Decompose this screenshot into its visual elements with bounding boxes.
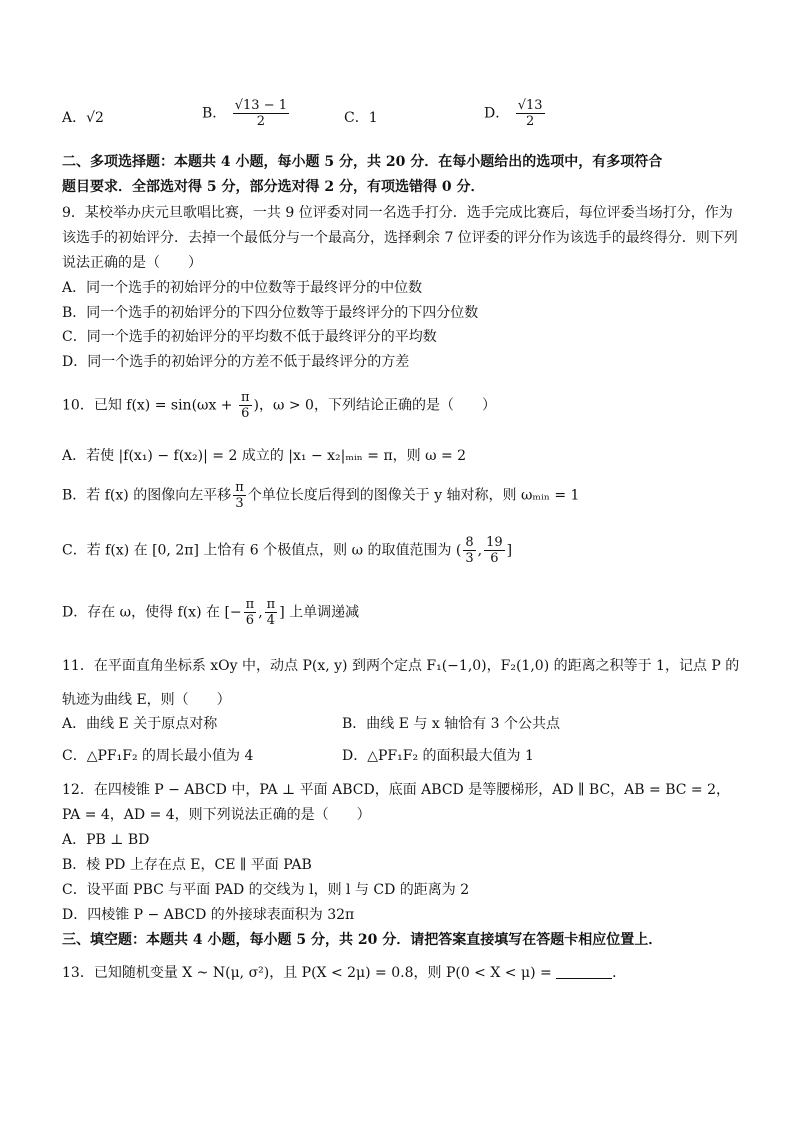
q8-option-b-denominator: 2 [256, 114, 266, 129]
q10-option-c-fraction-1 [463, 535, 475, 566]
q10-option-d-f1-num: π [245, 597, 255, 612]
q10-stem-frac-den: 6 [241, 406, 250, 421]
q10-stem-fraction [239, 390, 252, 421]
section2-heading-line2: 题目要求．全部选对得 5 分，部分选对得 2 分，有项选错得 0 分． [62, 179, 485, 195]
q10-option-a: A．若使 |f(x₁) − f(x₂)| = 2 成立的 |x₁ − x₂|ₘᵢₙ = π，则 ω = 2 [62, 448, 467, 464]
q9-stem-line3: 说法正确的是（ ） [62, 255, 202, 271]
q10-stem-frac-num: π [240, 390, 250, 405]
q10-option-d-fraction-1 [244, 597, 257, 628]
q13-stem-pre: 13．已知随机变量 X ~ N(μ, σ²)，且 P(X < 2μ) = 0.8，则 P(0 < X < μ) = [62, 965, 552, 981]
q12-stem-line1: 12．在四棱锥 P − ABCD 中，PA ⊥ 平面 ABCD，底面 ABCD 是等腰梯形，AD ∥ BC，AB = BC = 2， [62, 782, 730, 798]
q11-stem-line1: 11．在平面直角坐标系 xOy 中，动点 P(x, y) 到两个定点 F₁(−1,0)，F₂(1,0) 的距离之积等于 1，记点 P 的 [62, 658, 740, 674]
section3-heading: 三、填空题：本题共 4 小题，每小题 5 分，共 20 分．请把答案直接填写在答题卡相应位置上． [62, 932, 663, 948]
q8-option-d-fraction [516, 98, 545, 129]
q10-option-c-f2-num: 19 [486, 535, 503, 550]
q10-option-c-pre: C．若 f(x) 在 [0, 2π] 上恰有 6 个极值点，则 ω 的取值范围为 ( [62, 542, 462, 559]
q10-option-d-f2-num: π [266, 597, 276, 612]
q12-option-d: D．四棱锥 P − ABCD 的外接球表面积为 32π [62, 907, 355, 923]
q12-option-b: B．棱 PD 上存在点 E，CE ∥ 平面 PAB [62, 857, 312, 873]
q12-option-a: A．PB ⊥ BD [62, 832, 150, 848]
q10-option-c-fraction-2 [484, 535, 505, 566]
q10-option-b-post: 个单位长度后得到的图像关于 y 轴对称，则 ωₘᵢₙ = 1 [247, 487, 580, 504]
q10-option-d: D．存在 ω，使得 f(x) 在 [− $\frac{\pi}{6}$ , $\frac{\pi}{4}$ ] 上单调递减 [62, 597, 360, 628]
q9-stem-line2: 该选手的初始评分．去掉一个最低分与一个最高分，选择剩余 7 位评委的评分作为该选手的最终得分．则下列 [62, 230, 738, 246]
q9-option-d: D．同一个选手的初始评分的方差不低于最终评分的方差 [62, 354, 410, 370]
q10-option-c: C．若 f(x) 在 [0, 2π] 上恰有 6 个极值点，则 ω 的取值范围为 ( $\frac{8}{3}$ , $\frac{19}{6}$ ] [62, 535, 513, 566]
q8-option-b-label: B． [202, 105, 227, 122]
q13-answer-blank[interactable] [556, 964, 612, 979]
q8-option-d-numerator: √13 [517, 98, 543, 113]
q12-option-c: C．设平面 PBC 与平面 PAD 的交线为 l，则 l 与 CD 的距离为 2 [62, 882, 470, 898]
q10-option-c-post: ] [506, 542, 513, 559]
q8-option-d-denominator: 2 [525, 114, 535, 129]
q8-option-c-text: C．1 [344, 110, 378, 126]
q13-stem-post: ． [612, 965, 627, 981]
q8-option-c [344, 108, 378, 128]
q9-option-c: C．同一个选手的初始评分的平均数不低于最终评分的平均数 [62, 329, 437, 345]
q8-option-d [484, 98, 547, 129]
q8-option-b-fraction [233, 98, 289, 129]
q9-stem-line1: 9．某校举办庆元旦歌唱比赛，一共 9 位评委对同一名选手打分．选手完成比赛后，每位评委当场打分，作为 [62, 205, 733, 221]
q8-option-b [202, 98, 291, 129]
q8-option-d-label: D． [484, 105, 510, 122]
q10-option-b-fraction [233, 480, 246, 511]
q8-option-b-numerator: √13 − 1 [234, 98, 288, 113]
q13-stem [62, 963, 626, 983]
q10-option-d-post: ] 上单调递减 [279, 604, 360, 621]
q12-stem-line2: PA = 4，AD = 4，则下列说法正确的是（ ） [62, 807, 371, 823]
q10-option-b [62, 480, 579, 511]
q9-option-a: A．同一个选手的初始评分的中位数等于最终评分的中位数 [62, 280, 423, 296]
q10-option-c-f2-den: 6 [490, 551, 499, 566]
q11-option-c: C．△PF₁F₂ 的周长最小值为 4 [62, 748, 254, 764]
q8-option-a-text: A．√2 [62, 110, 104, 126]
q10-option-d-f2-den: 4 [266, 613, 276, 628]
q10-stem [62, 390, 496, 421]
q10-option-b-pre: B．若 f(x) 的图像向左平移 [62, 487, 232, 504]
q10-stem-pre: 10．已知 f(x) = sin(ωx + [62, 397, 237, 414]
q10-option-d-fraction-2 [265, 597, 278, 628]
q10-option-c-f1-num: 8 [465, 535, 474, 550]
q8-option-a [62, 108, 104, 128]
q10-stem-post: )，ω > 0，下列结论正确的是（ ） [253, 397, 496, 414]
section2-heading-line1: 二、多项选择题：本题共 4 小题，每小题 5 分，共 20 分．在每小题给出的选项中，有多项符合 [62, 154, 663, 170]
q11-option-a: A．曲线 E 关于原点对称 [62, 716, 218, 732]
q10-option-d-f1-den: 6 [245, 613, 255, 628]
q10-option-b-frac-den: 3 [235, 496, 244, 511]
q11-option-b: B．曲线 E 与 x 轴恰有 3 个公共点 [342, 716, 561, 732]
q10-option-c-f1-den: 3 [465, 551, 474, 566]
q9-option-b: B．同一个选手的初始评分的下四分位数等于最终评分的下四分位数 [62, 305, 479, 321]
q11-option-d: D．△PF₁F₂ 的面积最大值为 1 [342, 748, 534, 764]
q10-option-b-frac-num: π [235, 480, 244, 495]
q10-option-d-pre: D．存在 ω，使得 f(x) 在 [− [62, 604, 242, 621]
q11-stem-line2: 轨迹为曲线 E，则（ ） [62, 692, 231, 708]
